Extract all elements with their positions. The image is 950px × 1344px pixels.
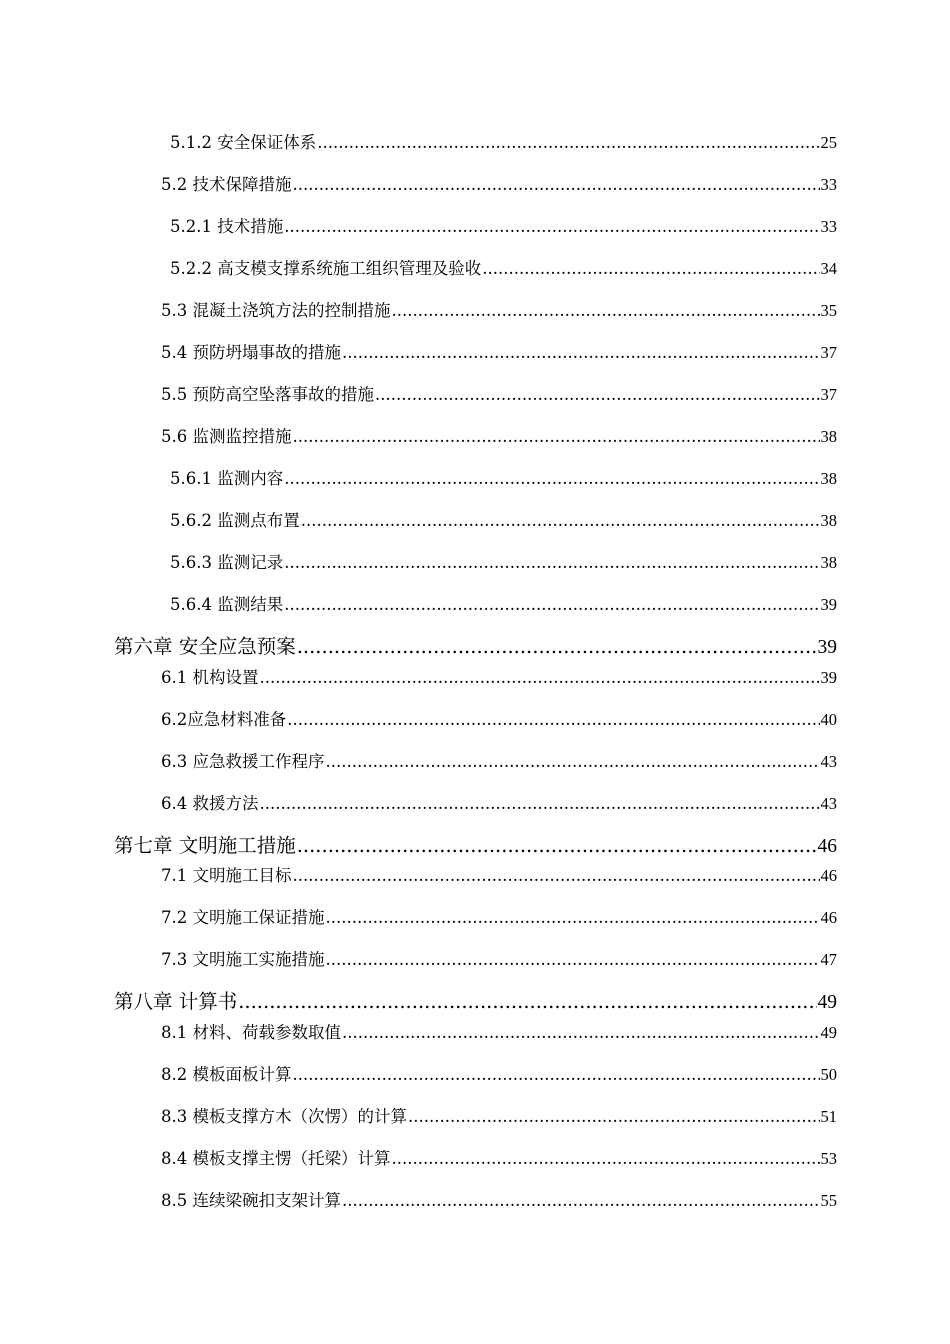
toc-leader-dots <box>284 595 819 614</box>
toc-entry-label: 8.3 模板支撑方木（次愣）的计算 <box>161 1107 407 1126</box>
toc-entry-5-3[interactable] <box>161 297 837 321</box>
toc-page-number: 34 <box>820 259 837 278</box>
toc-page-number: 35 <box>820 301 837 320</box>
toc-entry-label: 7.1 文明施工目标 <box>161 866 292 885</box>
toc-page-number: 38 <box>820 553 837 572</box>
toc-leader-dots <box>297 635 817 658</box>
toc-page-number: 37 <box>820 385 837 404</box>
toc-page-number: 49 <box>817 992 837 1013</box>
toc-entry-7-3[interactable] <box>161 946 837 970</box>
toc-entry-6-1[interactable] <box>161 664 837 688</box>
toc-page-number: 25 <box>820 133 837 152</box>
toc-leader-dots <box>342 1023 820 1042</box>
toc-page-number: 37 <box>820 343 837 362</box>
toc-leader-dots <box>284 217 819 236</box>
toc-page-number: 39 <box>820 668 837 687</box>
toc-page-number: 33 <box>820 175 837 194</box>
toc-leader-dots <box>238 990 816 1013</box>
toc-leader-dots <box>326 950 820 969</box>
toc-page-number: 55 <box>820 1191 837 1210</box>
toc-leader-dots <box>293 1065 820 1084</box>
toc-entry-label: 5.4 预防坍塌事故的措施 <box>161 343 341 362</box>
toc-leader-dots <box>392 301 820 320</box>
toc-leader-dots <box>408 1107 820 1126</box>
toc-entry-8-5[interactable] <box>161 1187 837 1211</box>
toc-entry-7-1[interactable] <box>161 862 837 886</box>
toc-entry-6-3[interactable] <box>161 748 837 772</box>
toc-entry-5-6[interactable] <box>161 423 837 447</box>
toc-page-number: 38 <box>820 511 837 530</box>
toc-page-number: 46 <box>820 908 837 927</box>
toc-leader-dots <box>284 469 819 488</box>
toc-leader-dots <box>392 1149 820 1168</box>
toc-entry-8-2[interactable] <box>161 1061 837 1085</box>
toc-entry-label: 5.6.3 监测记录 <box>170 553 284 572</box>
toc-entry-5-6-3[interactable] <box>170 549 837 573</box>
toc-leader-dots <box>326 908 820 927</box>
toc-page-number: 39 <box>817 637 837 658</box>
toc-entry-5-4[interactable] <box>161 339 837 363</box>
toc-entry-5-2-2[interactable] <box>170 255 837 279</box>
toc-page-number: 50 <box>820 1065 837 1084</box>
toc-entry-label: 6.2应急材料准备 <box>161 710 287 729</box>
toc-leader-dots <box>260 794 820 813</box>
toc-entry-label: 8.5 连续梁碗扣支架计算 <box>161 1191 341 1210</box>
toc-page-number: 39 <box>820 595 837 614</box>
toc-page-number: 53 <box>820 1149 837 1168</box>
toc-chapter-label: 第八章 计算书 <box>114 990 238 1013</box>
toc-leader-dots <box>342 1191 820 1210</box>
toc-leader-dots <box>293 427 820 446</box>
toc-entry-6-2[interactable] <box>161 706 837 730</box>
toc-leader-dots <box>293 866 820 885</box>
toc-entry-5-6-1[interactable] <box>170 465 837 489</box>
toc-page-number: 38 <box>820 427 837 446</box>
toc-entry-label: 5.6 监测监控措施 <box>161 427 292 446</box>
toc-entry-label: 8.4 模板支撑主愣（托梁）计算 <box>161 1149 391 1168</box>
toc-page-number: 33 <box>820 217 837 236</box>
toc-entry-label: 5.2 技术保障措施 <box>161 175 292 194</box>
toc-entry-label: 8.2 模板面板计算 <box>161 1065 292 1084</box>
toc-page-number: 51 <box>820 1107 837 1126</box>
toc-entry-label: 7.3 文明施工实施措施 <box>161 950 325 969</box>
toc-leader-dots <box>284 553 819 572</box>
toc-entry-label: 7.2 文明施工保证措施 <box>161 908 325 927</box>
toc-chapter-label: 第六章 安全应急预案 <box>114 635 296 658</box>
toc-leader-dots <box>260 668 820 687</box>
toc-entry-label: 5.6.2 监测点布置 <box>170 511 300 530</box>
toc-entry-8-4[interactable] <box>161 1145 837 1169</box>
toc-entry-label: 6.3 应急救援工作程序 <box>161 752 325 771</box>
toc-entry-5-6-4[interactable] <box>170 591 837 615</box>
toc-leader-dots <box>293 175 820 194</box>
toc-page-number: 46 <box>820 866 837 885</box>
toc-entry-8-3[interactable] <box>161 1103 837 1127</box>
toc-chapter-8[interactable] <box>114 986 837 1014</box>
toc-leader-dots <box>375 385 820 404</box>
toc-entry-7-2[interactable] <box>161 904 837 928</box>
toc-page-number: 47 <box>820 950 837 969</box>
toc-entry-5-1-2[interactable] <box>170 129 837 153</box>
toc-entry-label: 5.6.1 监测内容 <box>170 469 284 488</box>
toc-chapter-6[interactable] <box>114 631 837 659</box>
toc-chapter-7[interactable] <box>114 830 837 858</box>
toc-page-number: 38 <box>820 469 837 488</box>
toc-page-number: 49 <box>820 1023 837 1042</box>
toc-leader-dots <box>482 259 819 278</box>
toc-leader-dots <box>301 511 820 530</box>
toc-entry-6-4[interactable] <box>161 790 837 814</box>
toc-leader-dots <box>297 834 817 857</box>
toc-entry-label: 5.2.1 技术措施 <box>170 217 284 236</box>
toc-entry-label: 5.2.2 高支模支撑系统施工组织管理及验收 <box>170 259 482 278</box>
toc-leader-dots <box>287 710 819 729</box>
toc-page-number: 43 <box>820 752 837 771</box>
toc-page-number: 46 <box>817 836 837 857</box>
toc-entry-5-6-2[interactable] <box>170 507 837 531</box>
toc-entry-label: 5.1.2 安全保证体系 <box>170 133 317 152</box>
toc-chapter-label: 第七章 文明施工措施 <box>114 834 296 857</box>
toc-entry-label: 5.3 混凝土浇筑方法的控制措施 <box>161 301 391 320</box>
toc-leader-dots <box>317 133 819 152</box>
toc-entry-label: 6.1 机构设置 <box>161 668 259 687</box>
toc-entry-5-2-1[interactable] <box>170 213 837 237</box>
toc-entry-label: 5.5 预防高空坠落事故的措施 <box>161 385 374 404</box>
toc-entry-label: 5.6.4 监测结果 <box>170 595 284 614</box>
toc-leader-dots <box>326 752 820 771</box>
toc-entry-label: 6.4 救援方法 <box>161 794 259 813</box>
toc-page-number: 40 <box>820 710 837 729</box>
toc-entry-5-2[interactable] <box>161 171 837 195</box>
toc-entry-8-1[interactable] <box>161 1019 837 1043</box>
toc-page-number: 43 <box>820 794 837 813</box>
toc-leader-dots <box>342 343 820 362</box>
toc-entry-5-5[interactable] <box>161 381 837 405</box>
toc-entry-label: 8.1 材料、荷载参数取值 <box>161 1023 341 1042</box>
